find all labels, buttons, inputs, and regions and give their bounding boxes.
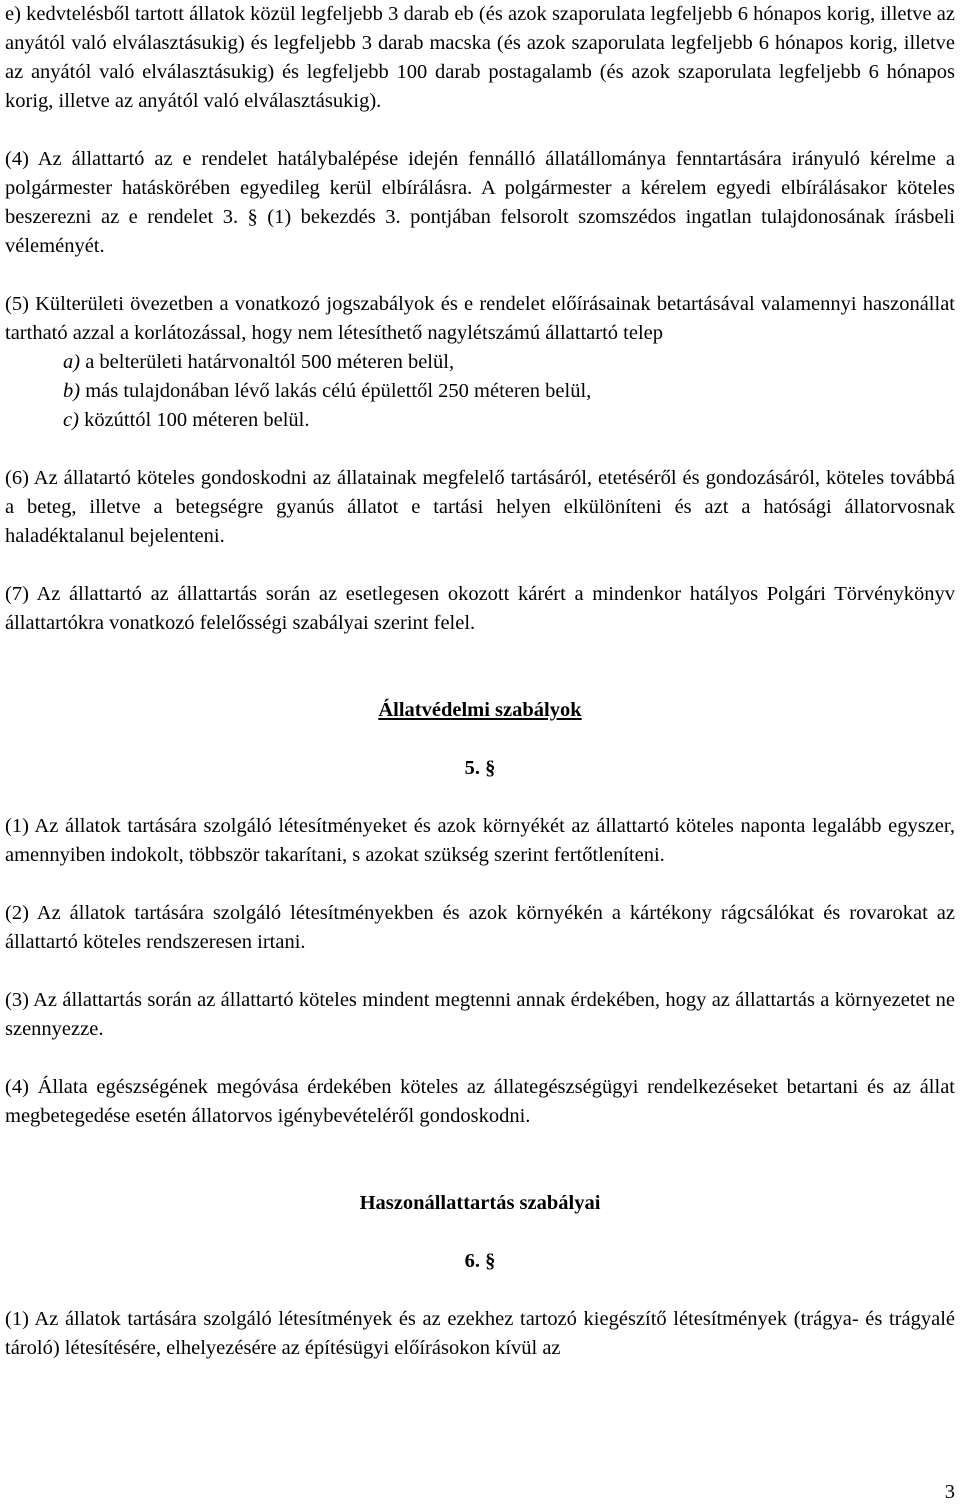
paragraph-6-1: (1) Az állatok tartására szolgáló létesítmények és az ezekhez tartozó kiegészítő létesítmények (trágya- és trágyalé tároló) létesítésére, elhelyezésére az építésügyi előírásokon kívül az [5, 1308, 955, 1359]
paragraph-5-2: (2) Az állatok tartására szolgáló létesítményekben és azok környékén a kártékony rágcsálókat és rovarokat az állattartó köteles rendszeresen irtani. [5, 902, 955, 953]
paragraph-5-1: (1) Az állatok tartására szolgáló létesítményeket és azok környékét az állattartó köteles naponta legalább egyszer, amennyiben indokolt, többször takarítani, s azokat szükség szerint fertőtleníteni. [5, 815, 955, 866]
section-heading-animal-protection: Állatvédelmi szabályok [378, 699, 582, 721]
list-item-text: a belterületi határvonaltól 500 méteren belül, [85, 351, 455, 373]
list-item-text: más tulajdonában lévő lakás célú épülettől 250 méteren belül, [85, 380, 592, 402]
page-number: 3 [944, 1481, 955, 1503]
list-marker: c) [63, 409, 79, 431]
paragraph-4-5-list [5, 348, 955, 435]
paragraph-5-4: (4) Állata egészségének megóvása érdekében köteles az állategészségügyi rendelkezéseket betartani és az állat megbetegedése esetén állatorvos igénybevételéről gondoskodni. [5, 1076, 955, 1127]
paragraph-5-3: (3) Az állattartás során az állattartó köteles mindent megtenni annak érdekében, hogy az állattartás a környezetet ne szennyezze. [5, 989, 955, 1040]
paragraph-4-7: (7) Az állattartó az állattartás során az esetlegesen okozott kárért a mindenkor hatályos Polgári Törvénykönyv állattartókra vonatkozó felelősségi szabályai szerint felel. [5, 583, 955, 634]
paragraph-4-6: (6) Az állatartó köteles gondoskodni az állatainak megfelelő tartásáról, etetéséről és gondozásáról, köteles továbbá a beteg, illetve a betegségre gyanús állatot e tartási helyen elkülöníteni és azt a hatósági állatorvosnak haladéktalanul bejelenteni. [5, 467, 955, 547]
document-page [5, 0, 955, 1363]
list-item [63, 406, 955, 435]
section-number-5: 5. § [464, 757, 496, 779]
paragraph-4-5: (5) Külterületi övezetben a vonatkozó jogszabályok és e rendelet előírásainak betartásával valamennyi haszonállat tartható azzal a korlátozással, hogy nem létesíthető nagylétszámú állattartó telep [5, 293, 955, 344]
paragraph-4-4: (4) Az állattartó az e rendelet hatálybalépése idején fennálló állatállománya fenntartására irányuló kérelme a polgármester hatáskörében egyedileg kerül elbírálásra. A polgármester a kérelem egyedi elbírálásakor köteles beszerezni az e rendelet 3. § (1) bekezdés 3. pontjában felsorolt szomszédos ingatlan tulajdonosának írásbeli véleményét. [5, 148, 955, 257]
list-item-text: közúttól 100 méteren belül. [84, 409, 310, 431]
intro-paragraph: e) kedvtelésből tartott állatok közül legfeljebb 3 darab eb (és azok szaporulata legfeljebb 6 hónapos korig, illetve az anyától való elválasztásukig) és legfeljebb 3 darab macska (és azok szaporulata legfeljebb 6 hónapos korig, illetve az anyától való elválasztásukig) és legfeljebb 100 darab postagalamb (és azok szaporulata legfeljebb 6 hónapos korig, illetve az anyától való elválasztásukig). [5, 3, 955, 112]
list-item [63, 348, 955, 377]
list-marker: b) [63, 380, 81, 402]
list-marker: a) [63, 351, 81, 373]
section-heading-livestock: Haszonállattartás szabályai [359, 1192, 601, 1214]
section-number-6: 6. § [464, 1250, 496, 1272]
list-item [63, 377, 955, 406]
